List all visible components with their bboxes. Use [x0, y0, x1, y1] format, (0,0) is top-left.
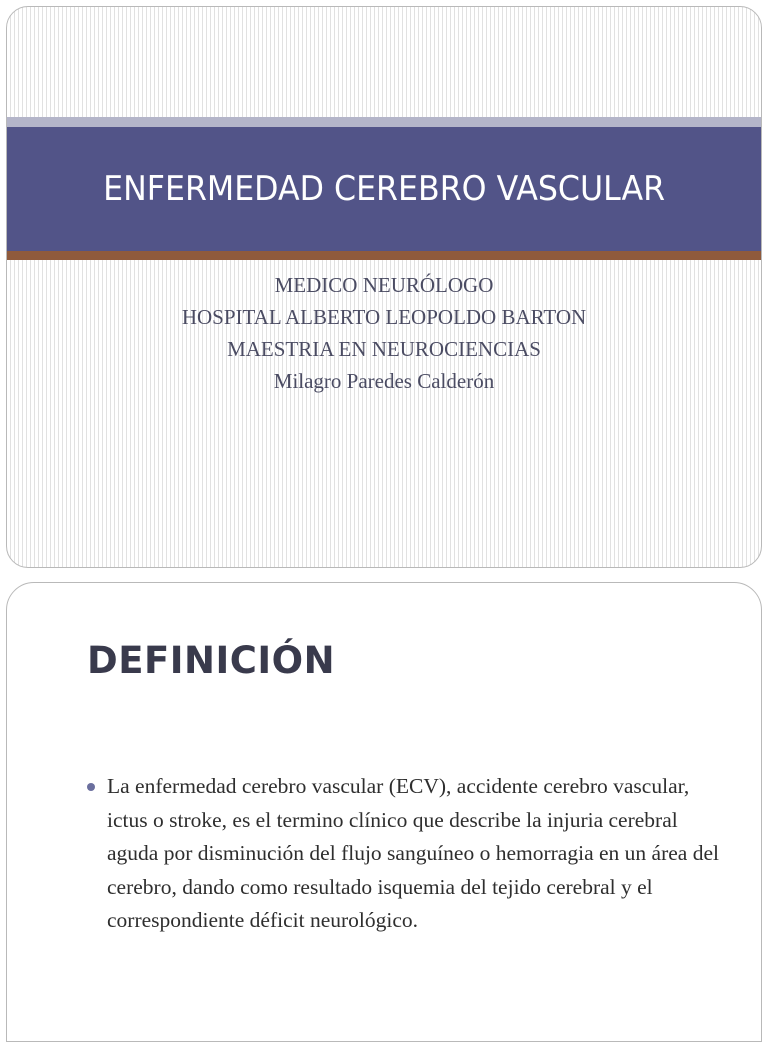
definition-heading: DEFINICIÓN — [87, 639, 336, 682]
subtitle-line-role: MEDICO NEURÓLOGO — [274, 273, 494, 297]
slide-subtitle — [7, 269, 761, 397]
title-bottom-stripe — [7, 251, 761, 260]
subtitle-line-hospital: HOSPITAL ALBERTO LEOPOLDO BARTON — [181, 305, 587, 329]
definition-text: La enfermedad cerebro vascular (ECV), accidente cerebro vascular, ictus o stroke, es el termino clínico que describe la injuria cerebral aguda por disminución del flujo sanguíneo o hemorragia en un área del cerebro, dando como resultado isquemia del tejido cerebral y el correspondiente déficit neurológico. — [107, 774, 719, 932]
title-band — [7, 127, 761, 251]
definition-slide — [6, 582, 762, 1042]
title-top-stripe — [7, 117, 761, 127]
title-slide — [6, 6, 762, 568]
slide-title: ENFERMEDAD CEREBRO VASCULAR — [103, 169, 665, 209]
subtitle-line-author: Milagro Paredes Calderón — [273, 369, 495, 393]
list-item — [83, 770, 723, 938]
definition-bullet-list — [83, 770, 723, 938]
subtitle-line-program: MAESTRIA EN NEUROCIENCIAS — [227, 337, 541, 361]
bullet-dot-icon — [87, 783, 95, 791]
